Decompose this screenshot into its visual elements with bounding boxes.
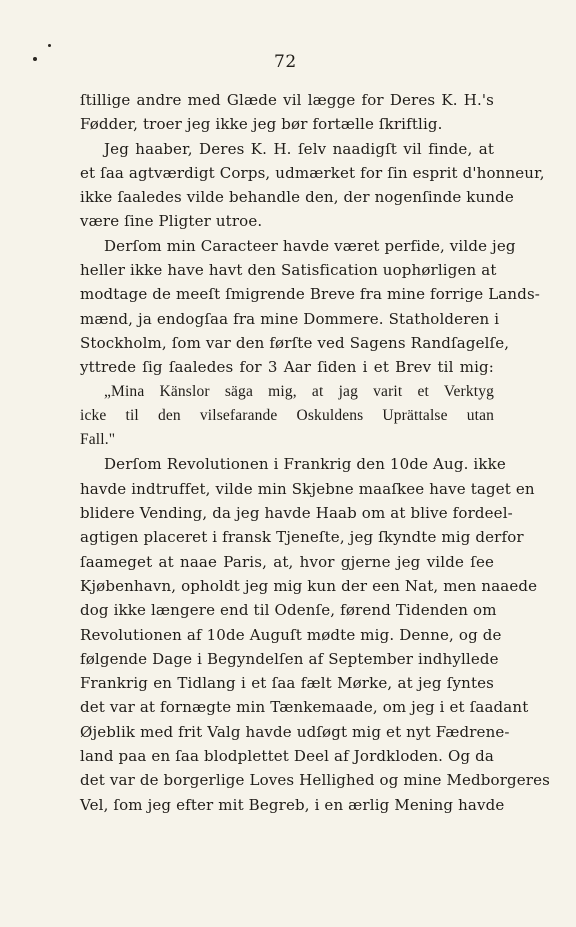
text-line: ikke ſaaledes vilde behandle den, der nogenſinde kunde (80, 188, 514, 207)
text-line: modtage de meeſt ſmigrende Breve fra mine forrige Lands- (80, 285, 541, 304)
text-line: være ſine Pligter utroe. (80, 212, 263, 231)
text-line: Revolutionen af 10de Auguſt mødte mig. Denne, og de (80, 625, 502, 644)
text-line: det var de borgerlige Loves Hellighed og mine Medborgeres (80, 771, 550, 790)
text-line: havde indtruffet, vilde min Skjebne maaſkee have taget en (80, 479, 535, 498)
quote-line: icke til den vilsefarande Oskuldens Uprättalse utan (80, 406, 494, 424)
text-line: Kjøbenhavn, opholdt jeg mig kun der een Nat, men naaede (80, 576, 538, 595)
text-line: følgende Dage i Begyndelſen af September indhyllede (80, 649, 499, 668)
text-line: ſaameget at naae Paris, at, hvor gjerne jeg vilde ſee (80, 552, 494, 571)
text-line: Frankrig en Tidlang i et ſaa fælt Mørke, at jeg ſyntes (80, 674, 494, 693)
text-line: Øjeblik med frit Valg havde udſøgt mig et nyt Fædrene- (80, 722, 510, 741)
text-line: Jeg haaber, Deres K. H. ſelv naadigſt vil finde, at (104, 139, 494, 158)
text-line: Stockholm, ſom var den førſte ved Sagens Randſagelſe, (80, 333, 510, 352)
ink-speck (48, 44, 51, 47)
body-text (80, 88, 550, 817)
text-line: yttrede ſig ſaaledes for 3 Aar ſiden i et Brev til mig: (80, 358, 494, 377)
text-line: Derſom min Caracteer havde været perfide, vilde jeg (104, 236, 516, 255)
quote-line: „Mina Känslor säga mig, at jag varit et Verktyg (104, 382, 494, 400)
text-line: Fødder, troer jeg ikke jeg bør fortælle ſkriftlig. (80, 115, 443, 134)
text-line: Vel, ſom jeg efter mit Begreb, i en ærlig Mening havde (80, 795, 505, 814)
text-line: mænd, ja endogſaa fra mine Dommere. Statholderen i (80, 309, 500, 328)
text-line: blidere Vending, da jeg havde Haab om at blive fordeel- (80, 504, 513, 523)
text-line: det var at fornægte min Tænkemaade, om jeg i et ſaadant (80, 698, 529, 717)
text-line: land paa en ſaa blodplettet Deel af Jordkloden. Og da (80, 747, 494, 766)
text-line: agtigen placeret i fransk Tjeneſte, jeg ſkyndte mig derfor (80, 528, 524, 547)
text-line: dog ikke længere end til Odenſe, førend Tidenden om (80, 601, 497, 620)
text-line: Derſom Revolutionen i Frankrig den 10de Aug. ikke (104, 455, 506, 474)
page-number: 72 (274, 52, 297, 72)
text-line: ſtillige andre med Glæde vil lægge for Deres K. H.'s (80, 91, 494, 109)
text-line: et ſaa agtværdigt Corps, udmærket for ſin esprit d'honneur, (80, 163, 545, 182)
text-line: heller ikke have havt den Satisfication uophørligen at (80, 261, 497, 280)
ink-speck (33, 57, 37, 61)
quote-line: Fall." (80, 431, 116, 449)
